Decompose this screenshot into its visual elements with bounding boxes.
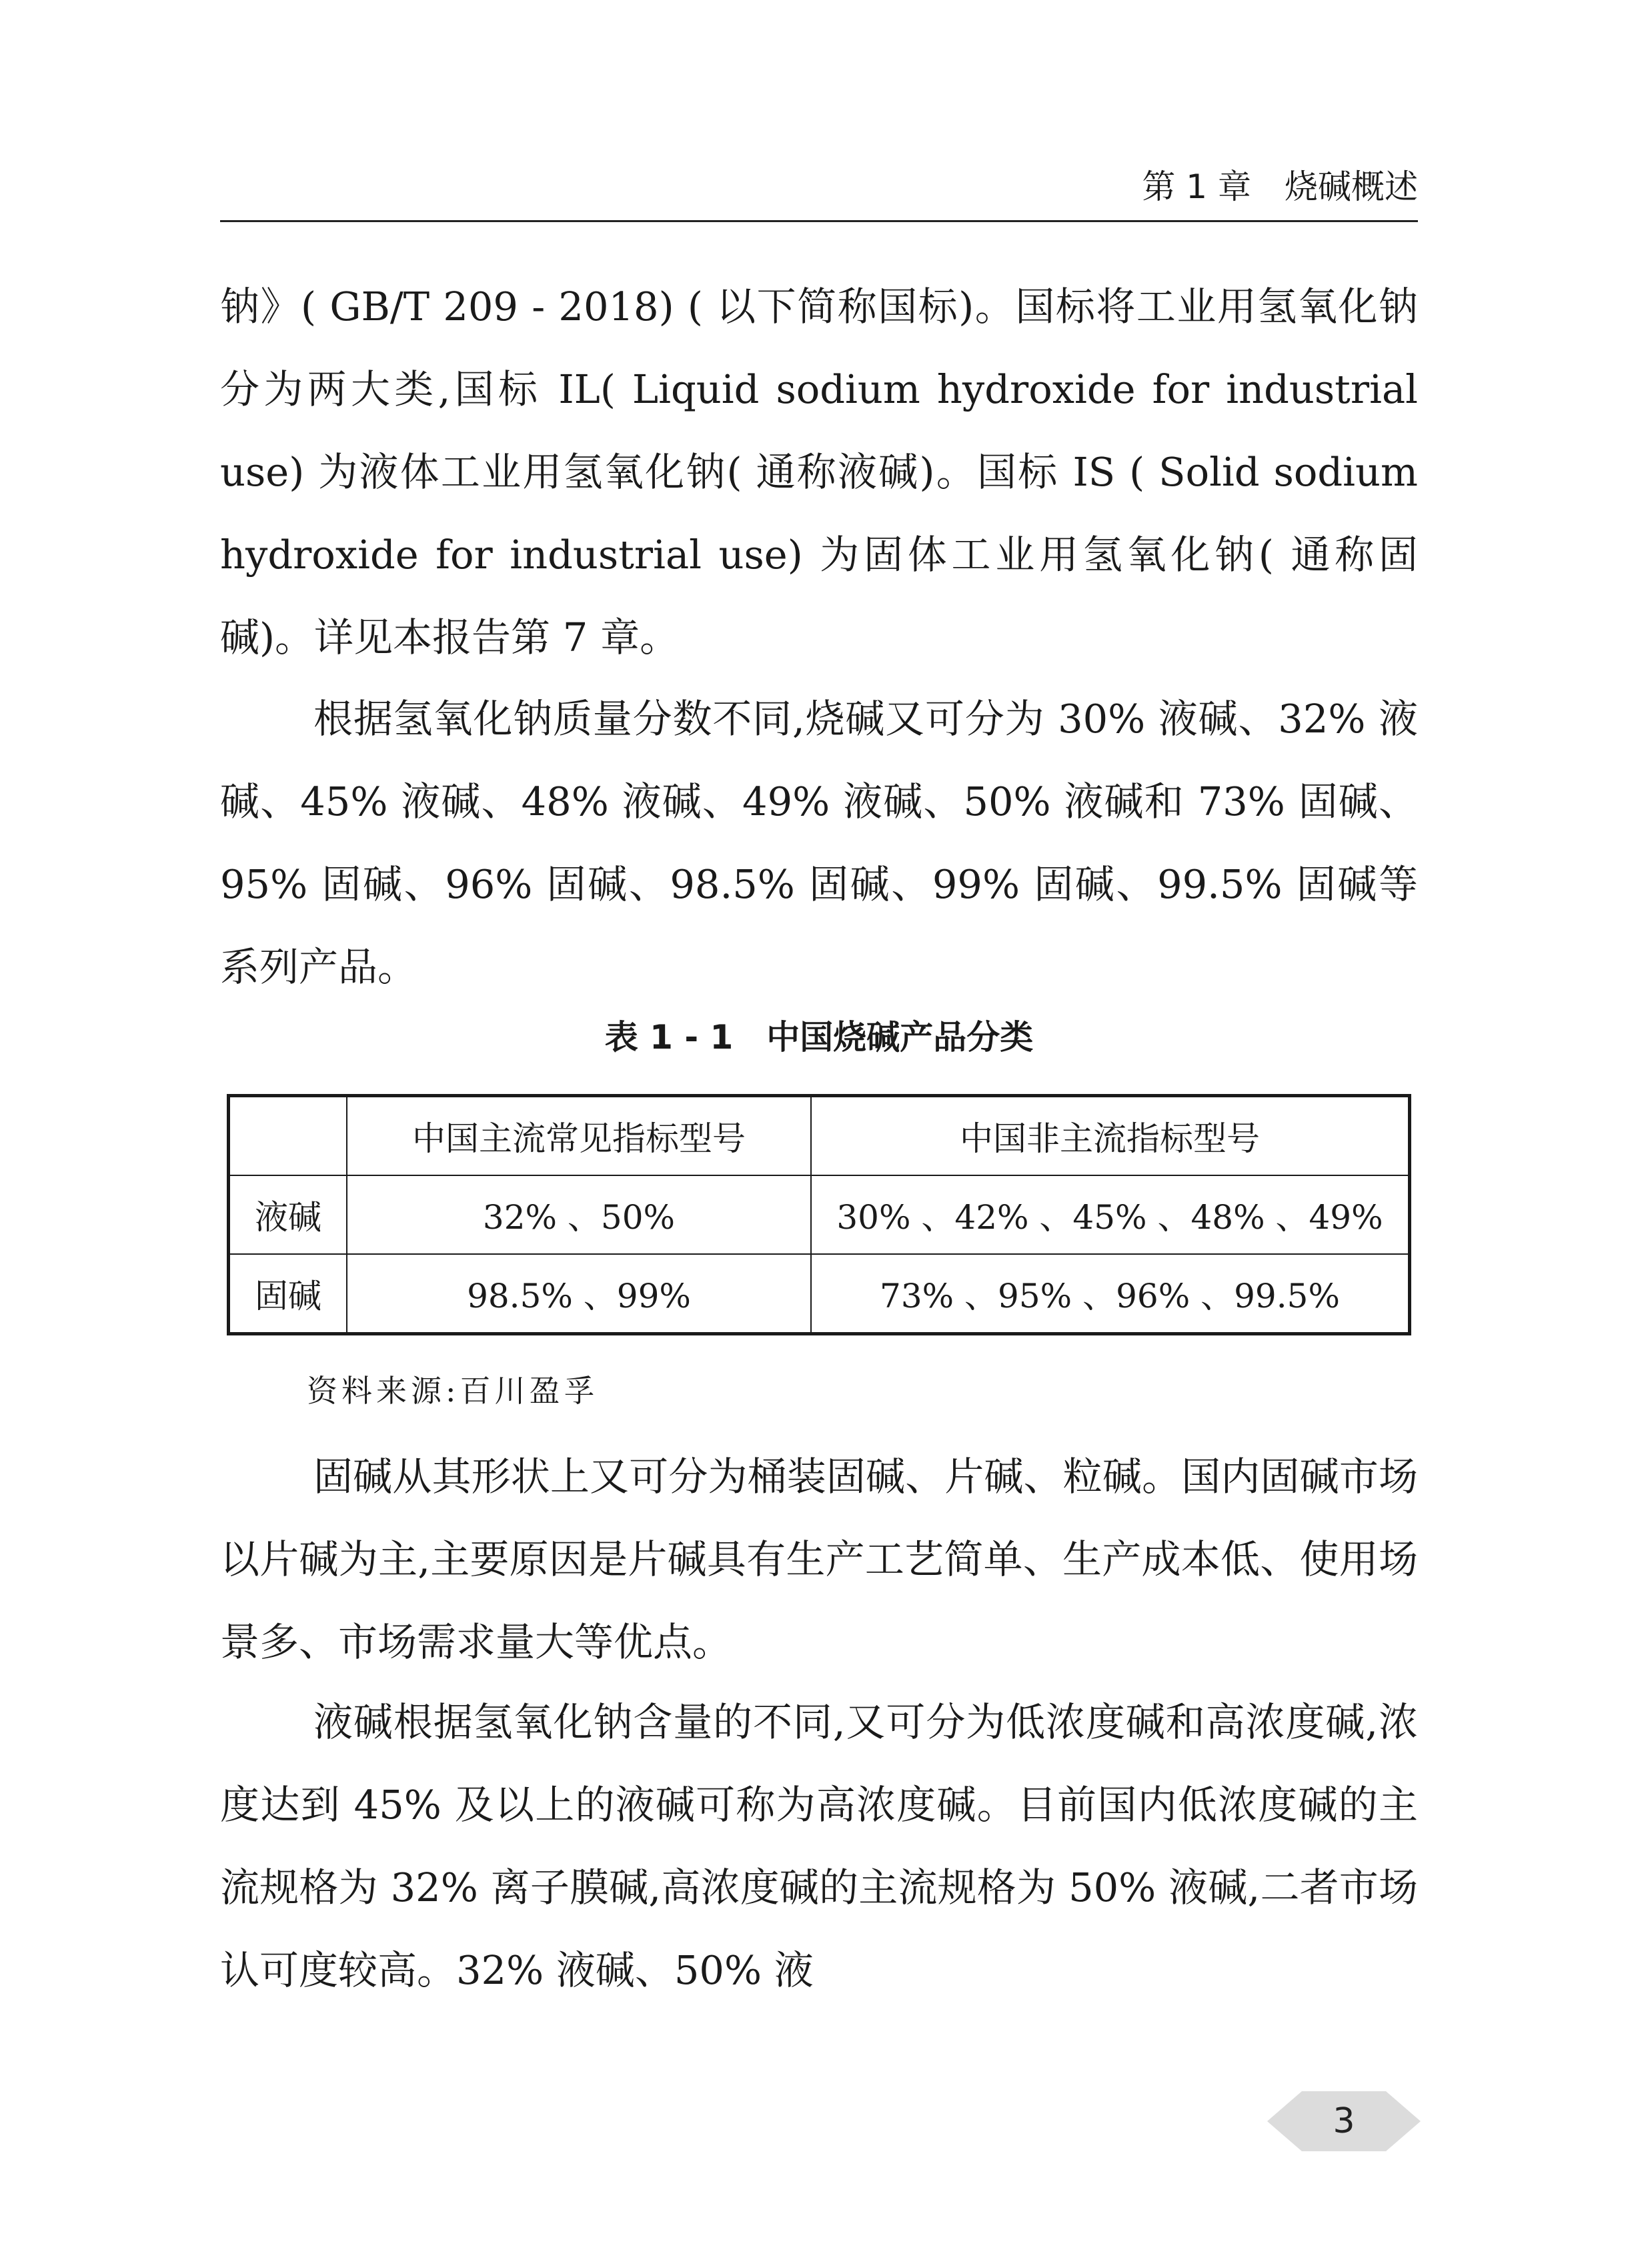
cell-solid-mainstream: 98.5% 、99%	[347, 1254, 811, 1334]
cell-solid-non-mainstream: 73% 、95% 、96% 、99.5%	[811, 1254, 1410, 1334]
paragraph-4: 液碱根据氢氧化钠含量的不同,又可分为低浓度碱和高浓度碱,浓度达到 45% 及以上的液碱可称为高浓度碱。目前国内低浓度碱的主流规格为 32% 离子膜碱,高浓度碱的主流规格为 50% 液碱,二者市场认可度较高。32% 液碱、50% 液	[220, 1699, 1418, 1993]
header-cell-mainstream: 中国主流常见指标型号	[347, 1096, 811, 1176]
header-cell-non-mainstream: 中国非主流指标型号	[811, 1096, 1410, 1176]
header-rule	[220, 220, 1418, 222]
running-header: 第 1 章 烧碱概述	[1142, 167, 1418, 206]
page-number-badge	[1267, 2091, 1421, 2151]
paragraph-1: 钠》( GB/T 209 - 2018) ( 以下简称国标)。国标将工业用氢氧化钠分为两大类,国标 IL( Liquid sodium hydroxide for industrial use) 为液体工业用氢氧化钠( 通称液碱)。国标 IS ( Solid sodium hydroxide for industrial use) 为固体工业用氢氧化钠( 通称固碱)。详见本报告第 7 章。	[220, 284, 1418, 660]
table-header-row	[229, 1096, 1410, 1176]
cell-liquid-mainstream: 32% 、50%	[347, 1175, 811, 1254]
row-label-solid: 固碱	[229, 1254, 347, 1334]
page-number: 3	[1333, 2101, 1355, 2141]
paragraph-3: 固碱从其形状上又可分为桶装固碱、片碱、粒碱。国内固碱市场以片碱为主,主要原因是片碱具有生产工艺简单、生产成本低、使用场景多、市场需求量大等优点。	[220, 1454, 1418, 1665]
table-source-note: 资料来源:百川盈孚	[307, 1373, 599, 1409]
table-row	[229, 1175, 1410, 1254]
table-caption: 表 1 - 1 中国烧碱产品分类	[604, 1018, 1034, 1057]
header-cell-blank	[229, 1096, 347, 1176]
table-row	[229, 1254, 1410, 1334]
row-label-liquid: 液碱	[229, 1175, 347, 1254]
paragraph-2: 根据氢氧化钠质量分数不同,烧碱又可分为 30% 液碱、32% 液碱、45% 液碱、48% 液碱、49% 液碱、50% 液碱和 73% 固碱、95% 固碱、96% 固碱、98.5% 固碱、99% 固碱、99.5% 固碱等系列产品。	[220, 696, 1418, 990]
cell-liquid-non-mainstream: 30% 、42% 、45% 、48% 、49%	[811, 1175, 1410, 1254]
product-classification-table	[227, 1094, 1411, 1335]
